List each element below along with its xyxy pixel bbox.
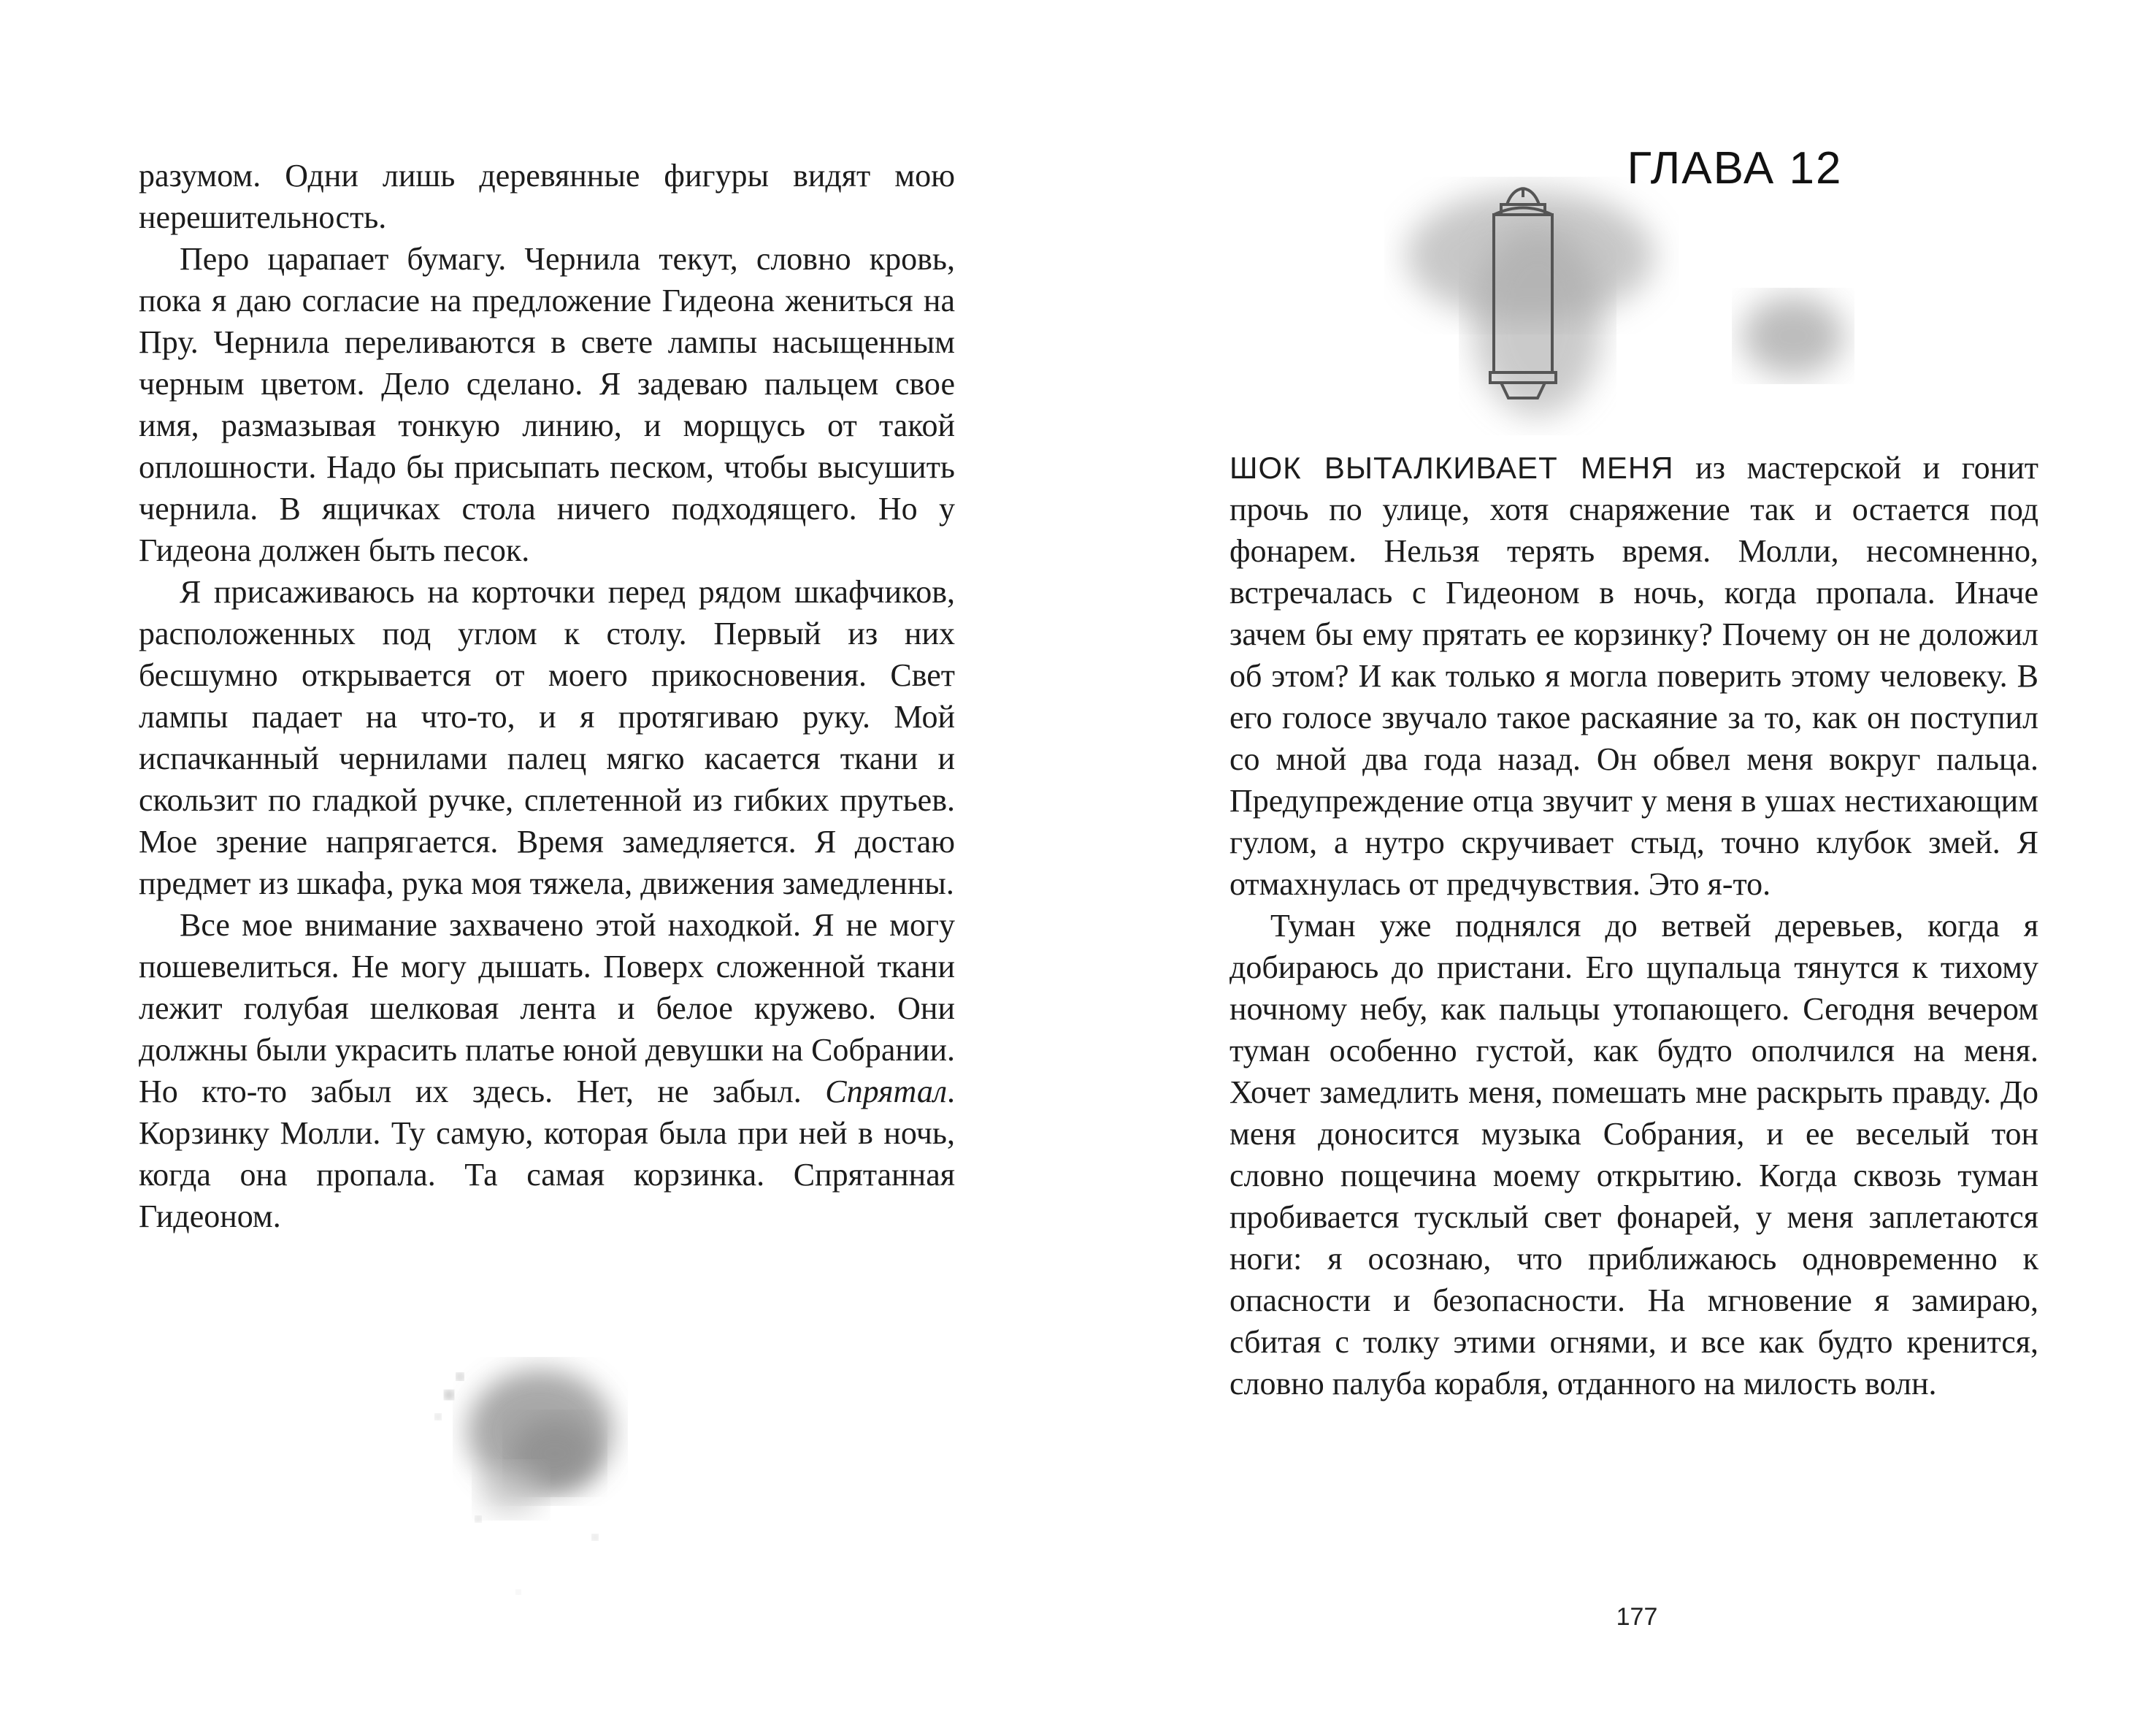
page-number: 177 — [1616, 1603, 1658, 1631]
paragraph — [139, 238, 955, 571]
text-run: из мастерской и гонит прочь по улице, хотя снаряжение так и остается под фонарем. Нельзя терять время. Молли, несомненно, встречалась с Гидеоном в ночь, когда пропала. Иначе зачем бы ему прятать ее корзинку? Почему он не доложил об этом? И как только я могла поверить этому человеку. В его голосе звучало такое раскаяние за то, как он поступил со мной два года назад. Он обвел меня вокруг пальца. Предупреждение отца звучит у меня в ушах нестихающим гулом, а нутро скручивает стыд, точно клубок змей. Я отмахнулась от предчувствия. Это я-то. — [1229, 450, 2039, 902]
paragraph — [1229, 905, 2038, 1404]
text-run: Туман уже поднялся до ветвей деревьев, когда я добираюсь до пристани. Его щупальца тянутся к тихому ночному небу, как пальцы утопающего. Сегодня вечером туман особенно густой, как будто ополчился на меня. Хочет замедлить меня, помешать мне раскрыть правду. До меня доносится музыка Собрания, и ее веселый тон словно пощечина моему открытию. Когда сквозь туман пробивается тусклый свет фонарей, у меня заплетаются ноги: я осознаю, что приближаюсь одновременно к опасности и безопасности. На мгновение я замираю, сбитая с толку этими огнями, и все как будто кренится, словно палуба корабля, отданного на милость волн. — [1229, 908, 2038, 1401]
chapter-lead-in: ШОК ВЫТАЛКИВАЕТ МЕНЯ — [1229, 451, 1674, 485]
paragraph — [1229, 447, 2038, 905]
chapter-title: ГЛАВА 12 — [1627, 143, 1843, 194]
ink-blot-illustration — [409, 1307, 664, 1636]
text-run: разумом. Одни лишь деревянные фигуры видят мою нерешительность. — [139, 158, 955, 235]
text-run: Я присаживаюсь на корточки перед рядом шкафчиков, расположенных под углом к столу. Первый из них бесшумно открывается от моего прикосновения. Свет лампы падает на что-то, и я протягиваю руку. Мой испачканный чернилами палец мягко касается ткани и скользит по гладкой ручке, сплетенной из гибких прутьев. Мое зрение напрягается. Время замедляется. Я достаю предмет из шкафа, рука моя тяжела, движения замедленны. — [139, 574, 955, 901]
right-page-text — [1229, 447, 2038, 1404]
text-run: Перо царапает бумагу. Чернила текут, словно кровь, пока я даю согласие на предложение Гидеона жениться на Пру. Чернила переливаются в свете лампы насыщенным черным цветом. Дело сделано. Я задеваю пальцем свое имя, размазывая тонкую линию, и морщусь от такой оплошности. Надо бы присыпать песком, чтобы высушить чернила. В ящичках стола ничего подходящего. Но у Гидеона должен быть песок. — [139, 241, 955, 568]
right-page — [1078, 0, 2156, 1725]
text-run: . Корзинку Молли. Ту самую, которая была при ней в ночь, когда она пропала. Та самая корзинка. Спрятанная Гидеоном. — [139, 1074, 955, 1234]
paragraph — [139, 155, 955, 238]
paragraph — [139, 904, 955, 1237]
paragraph — [139, 571, 955, 904]
text-run: Все мое внимание захвачено этой находкой. Я не могу пошевелиться. Не могу дышать. Поверх сложенной ткани лежит голубая шелковая лента и белое кружево. Они должны были украсить платье юной девушки на Собрании. Но кто-то забыл их здесь. Нет, не забыл. — [139, 907, 955, 1109]
left-page-text — [139, 155, 955, 1237]
italic-text: Спрятал — [825, 1074, 947, 1109]
